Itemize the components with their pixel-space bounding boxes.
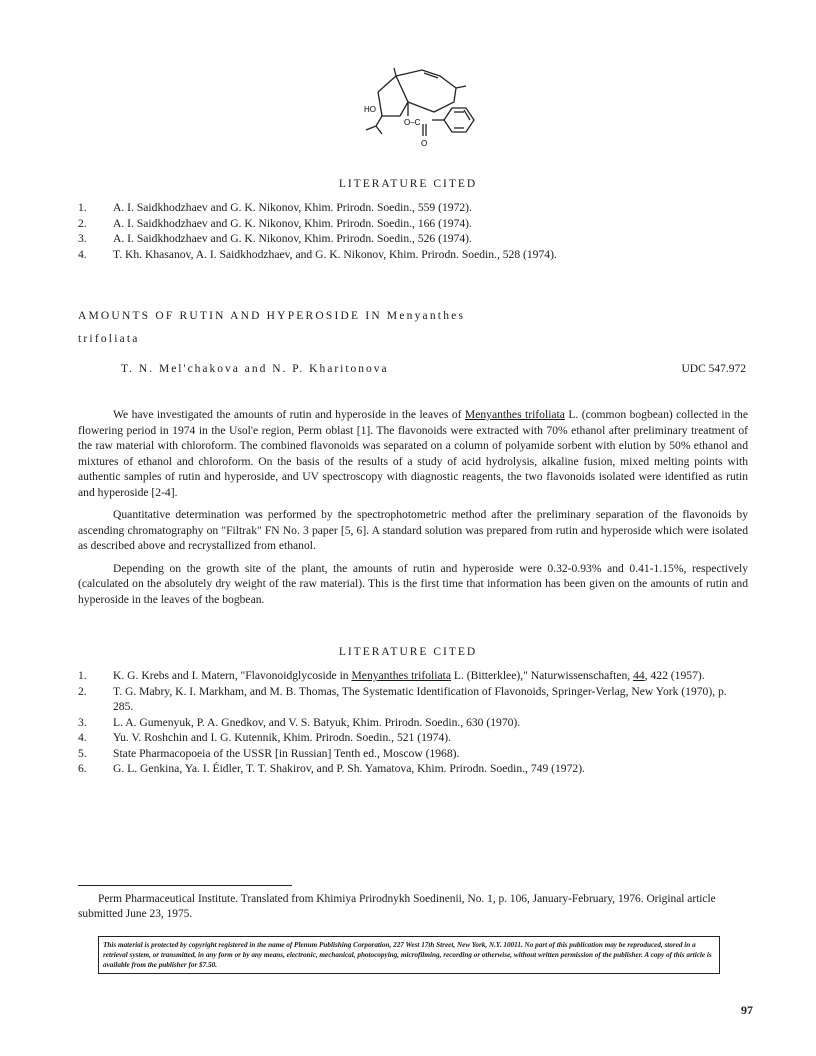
paragraph-3: Depending on the growth site of the plant, the amounts of rutin and hyperoside were 0.32-0.93% and 0.41-1.15%, respectively (calculated on the absolutely dry weight of the raw material). This is the first time that information has been given on the amounts of rutin and hyperoside in the leaves of the bogbean.	[78, 561, 748, 606]
title-line-1: AMOUNTS OF RUTIN AND HYPEROSIDE IN Menyanthes	[78, 310, 466, 322]
reference-list-1	[78, 200, 748, 262]
literature-cited-heading-2: LITERATURE CITED	[338, 646, 478, 658]
paragraph-2: Quantitative determination was performed by the spectrophotometric method after the preliminary separation of the flavonoids by ascending chromatography on "Filtrak" FN No. 3 paper [5, 6]. A standard solution was prepared from rutin and hyperoside which were isolated as described above and recrystallized from ethanol.	[78, 508, 748, 552]
reference-item: 6. G. L. Genkina, Ya. I. Éidler, T. T. Shakirov, and P. Sh. Yamatova, Khim. Prirodn. Soedin., 749 (1972).	[78, 762, 585, 775]
reference-item: 2. T. G. Mabry, K. I. Markham, and M. B. Thomas, The Systematic Identification of Flavonoids, Springer-Verlag, New York (1970), p. 285.	[78, 684, 727, 713]
reference-item: 3. A. I. Saidkhodzhaev and G. K. Nikonov, Khim. Prirodn. Soedin., 526 (1974).	[78, 232, 472, 245]
reference-item: 2. A. I. Saidkhodzhaev and G. K. Nikonov, Khim. Prirodn. Soedin., 166 (1974).	[78, 216, 472, 230]
hydroxyl-label: HO	[364, 105, 376, 114]
literature-cited-heading-1: LITERATURE CITED	[338, 178, 478, 190]
ester-label: O–C	[404, 118, 421, 127]
reference-item: 4. T. Kh. Khasanov, A. I. Saidkhodzhaev, and G. K. Nikonov, Khim. Prirodn. Soedin., 528 (1974).	[78, 247, 557, 261]
udc-code: UDC 547.972	[681, 363, 746, 375]
reference-item: 3. L. A. Gumenyuk, P. A. Gnedkov, and V. S. Batyuk, Khim. Prirodn. Soedin., 630 (1970).	[78, 715, 521, 729]
title-line-2: trifoliata	[78, 333, 140, 345]
chemical-structure	[360, 62, 500, 152]
article-title	[78, 305, 718, 351]
reference-list-2	[78, 668, 748, 777]
species-name: Menyanthes trifoliata	[464, 408, 565, 421]
article-body	[78, 407, 748, 614]
copyright-notice: This material is protected by copyright registered in the name of Plenum Publishing Corporation, 227 West 17th Street, New York, N.Y. 10011. No part of this publication may be reproduced, stored in a retrieval system, or transmitted, in any form or by any means, electronic, mechanical, photocopying, microfilming, recording or otherwise, without written permission of the publisher. A copy of this article is available from the publisher for $7.50.	[98, 936, 720, 974]
page-number: 97	[741, 1003, 753, 1017]
reference-item: 5. State Pharmacopoeia of the USSR [in Russian] Tenth ed., Moscow (1968).	[78, 746, 460, 760]
structure-diagram	[360, 62, 500, 152]
authors: T. N. Mel'chakova and N. P. Kharitonova	[121, 363, 389, 375]
reference-item: 1. A. I. Saidkhodzhaev and G. K. Nikonov, Khim. Prirodn. Soedin., 559 (1972).	[78, 201, 472, 214]
paragraph-1: We have investigated the amounts of rutin and hyperoside in the leaves of Menyanthes trifoliata L. (common bogbean) collected in the flowering period in 1974 in the Usol'e region, Perm oblast [1]. The flavonoids were extracted with 70% ethanol after preliminary treatment of the raw material with chloroform. The combined flavonoids was separated on a column of polyamide sorbent with elution by 50% ethanol and mixtures of ethanol and chloroform. On the basis of the results of a study of acid hydrolysis, alkaline fusion, mixed melting points with authentic samples of rutin and hyperoside, and UV spectroscopy with diagnostic reagents, the two flavonoids isolated were identified as rutin and hyperoside [2-4].	[78, 408, 748, 499]
footnote: Perm Pharmaceutical Institute. Translated from Khimiya Prirodnykh Soedinenii, No. 1, p. 106, January-February, 1976. Original article submitted June 23, 1975.	[78, 893, 716, 920]
carbonyl-oxygen-label: O	[421, 139, 428, 148]
footnote-divider	[78, 885, 292, 886]
reference-item: 1. K. G. Krebs and I. Matern, "Flavonoidglycoside in Menyanthes trifoliata L. (Bitterklee)," Naturwissenschaften, 44, 422 (1957).	[78, 669, 705, 682]
reference-item: 4. Yu. V. Roshchin and I. G. Kutennik, Khim. Prirodn. Soedin., 521 (1974).	[78, 731, 452, 744]
